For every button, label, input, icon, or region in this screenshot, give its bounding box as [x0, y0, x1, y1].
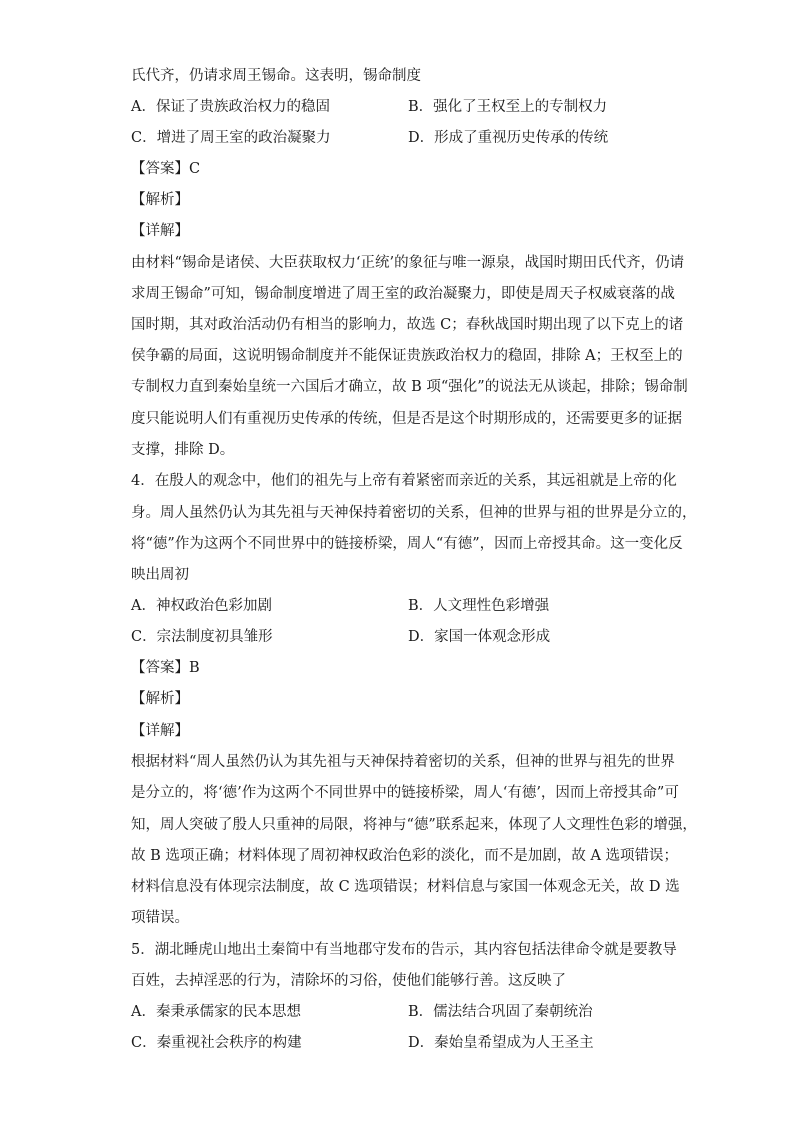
q4-stem-line: 将“德”作为这两个不同世界中的链接桥梁，周人“有德”，因而上帝授其命。这一变化反 — [131, 536, 683, 552]
q3-answer: 【答案】C — [131, 161, 201, 177]
q3-detail-line: 支撑，排除 D。 — [131, 442, 235, 458]
q5-option-a: A．秦秉承儒家的民本思想 — [131, 1004, 301, 1020]
q4-analysis-label: 【解析】 — [131, 691, 189, 707]
q5-option-b: B．儒法结合巩固了秦朝统治 — [408, 1004, 593, 1020]
q4-option-a: A．神权政治色彩加剧 — [131, 598, 272, 614]
q4-stem-line: 身。周人虽然仍认为其先祖与天神保持着密切的关系，但神的世界与祖的世界是分立的， — [131, 505, 697, 521]
q3-option-b: B．强化了王权至上的专制权力 — [408, 99, 608, 115]
q3-detail-line: 国时期，其对政治活动仍有相当的影响力，故选 C；春秋战国时期出现了以下克上的诸 — [131, 317, 684, 333]
q4-detail-line: 是分立的，将‘德’作为这两个不同世界中的链接桥梁，周人‘有德’，因而上帝授其命”可 — [131, 785, 679, 801]
q4-detail-line: 故 B 选项正确；材料体现了周初神权政治色彩的淡化，而不是加剧，故 A 选项错误； — [131, 848, 679, 864]
q4-detail-line: 材料信息没有体现宗法制度，故 C 选项错误；材料信息与家国一体观念无关，故 D 选 — [131, 879, 680, 895]
q3-detail-line: 专制权力直到秦始皇统一六国后才确立，故 B 项“强化”的说法无从谈起，排除；锡命制 — [131, 379, 688, 395]
q5-stem-line: 百姓，去掉淫恶的行为，清除坏的习俗，使他们能够行善。这反映了 — [131, 973, 566, 989]
q3-detail-label: 【详解】 — [131, 223, 189, 239]
q5-option-c: C．秦重视社会秩序的构建 — [131, 1035, 302, 1051]
q3-detail-line: 度只能说明人们有重视历史传承的传统，但是否是这个时期形成的，还需要更多的证据 — [131, 411, 682, 427]
q3-detail-line: 求周王锡命”可知，锡命制度增进了周王室的政治凝聚力，即使是周天子权威衰落的战 — [131, 286, 675, 302]
q4-detail-line: 项错误。 — [131, 910, 189, 926]
q4-option-d: D．家国一体观念形成 — [408, 629, 551, 645]
q3-option-c: C．增进了周王室的政治凝聚力 — [131, 130, 331, 146]
q4-detail-line: 根据材料“周人虽然仍认为其先祖与天神保持着密切的关系，但神的世界与祖先的世界 — [131, 754, 675, 770]
q4-answer: 【答案】B — [131, 660, 200, 676]
q3-option-a: A．保证了贵族政治权力的稳固 — [131, 99, 330, 115]
q3-option-d: D．形成了重视历史传承的传统 — [408, 130, 609, 146]
q4-detail-line: 知，周人突破了殷人只重神的局限，将神与“德”联系起来，体现了人文理性色彩的增强， — [131, 817, 697, 833]
q3-stem-tail: 氏代齐，仍请求周王锡命。这表明，锡命制度 — [131, 68, 421, 84]
q4-detail-label: 【详解】 — [131, 723, 189, 739]
q4-stem-line: 4．在殷人的观念中，他们的祖先与上帝有着紧密而亲近的关系，其远祖就是上帝的化 — [131, 473, 677, 489]
q3-detail-line: 由材料“锡命是诸侯、大臣获取权力‘正统’的象征与唯一源泉，战国时期田氏代齐，仍请 — [131, 255, 685, 271]
q4-option-c: C．宗法制度初具雏形 — [131, 629, 273, 645]
q5-stem-line: 5．湖北睡虎山地出土秦简中有当地郡守发布的告示，其内容包括法律命令就是要教导 — [131, 942, 677, 958]
q4-stem-line: 映出周初 — [131, 567, 189, 583]
q4-option-b: B．人文理性色彩增强 — [408, 598, 550, 614]
q3-detail-line: 侯争霸的局面，这说明锡命制度并不能保证贵族政治权力的稳固，排除 A；王权至上的 — [131, 348, 683, 364]
q5-option-d: D．秦始皇希望成为人王圣主 — [408, 1035, 594, 1051]
q3-analysis-label: 【解析】 — [131, 192, 189, 208]
